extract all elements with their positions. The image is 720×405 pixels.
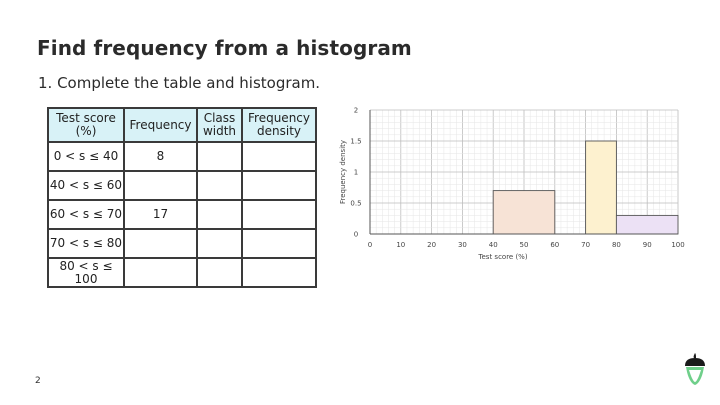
score-cell: 70 < s ≤ 80 [48, 229, 124, 258]
frequency-density-cell[interactable] [242, 258, 316, 287]
x-tick-label: 50 [519, 241, 529, 249]
frequency-cell[interactable] [124, 171, 197, 200]
class-width-cell[interactable] [197, 200, 242, 229]
acorn-logo-icon [683, 352, 707, 386]
x-tick-label: 40 [488, 241, 498, 249]
x-tick-label: 90 [642, 241, 652, 249]
instruction-text: 1. Complete the table and histogram. [38, 74, 321, 92]
frequency-density-cell[interactable] [242, 142, 316, 171]
class-width-cell[interactable] [197, 229, 242, 258]
y-axis-label: Frequency density [339, 139, 347, 205]
table-row [48, 229, 316, 258]
frequency-density-cell[interactable] [242, 171, 316, 200]
table-row [48, 171, 316, 200]
header-frequency [124, 108, 197, 142]
header-class-width-label: Class width [202, 111, 237, 138]
x-axis-label: Test score (%) [478, 253, 528, 261]
histogram-bar [493, 191, 555, 234]
x-tick-label: 20 [427, 241, 437, 249]
header-test-score-label: Test score (%) [56, 111, 116, 138]
histogram-bar [616, 215, 678, 234]
score-cell: 0 < s ≤ 40 [48, 142, 124, 171]
x-tick-label: 100 [671, 241, 685, 249]
frequency-cell[interactable]: 8 [124, 142, 197, 171]
y-tick-label: 0 [353, 230, 359, 239]
header-frequency-density [242, 108, 316, 142]
x-tick-label: 0 [367, 241, 373, 249]
class-width-cell[interactable] [197, 171, 242, 200]
x-tick-label: 60 [550, 241, 560, 249]
y-tick-label: 2 [353, 106, 359, 115]
table-header-row [48, 108, 316, 142]
score-cell: 80 < s ≤ 100 [48, 258, 124, 287]
frequency-cell[interactable] [124, 229, 197, 258]
frequency-cell[interactable]: 17 [124, 200, 197, 229]
y-tick-label: 1.5 [350, 137, 362, 146]
class-width-cell[interactable] [197, 258, 242, 287]
histogram-chart [337, 102, 687, 262]
header-frequency-label: Frequency [129, 117, 192, 132]
frequency-density-cell[interactable] [242, 200, 316, 229]
table-row [48, 142, 316, 171]
x-tick-label: 10 [396, 241, 406, 249]
x-tick-label: 30 [457, 241, 467, 249]
header-frequency-density-label: Frequency density [248, 111, 310, 138]
table-row [48, 258, 316, 287]
frequency-density-cell[interactable] [242, 229, 316, 258]
y-tick-label: 1 [353, 168, 359, 177]
y-tick-label: 0.5 [350, 199, 362, 208]
slide-title: Find frequency from a histogram [37, 36, 412, 60]
score-cell: 60 < s ≤ 70 [48, 200, 124, 229]
x-tick-label: 80 [611, 241, 621, 249]
table-row [48, 200, 316, 229]
x-tick-label: 70 [581, 241, 591, 249]
histogram-bar [586, 141, 617, 234]
frequency-cell[interactable] [124, 258, 197, 287]
header-test-score [48, 108, 124, 142]
page-number: 2 [35, 376, 41, 386]
class-width-cell[interactable] [197, 142, 242, 171]
chart-bars [493, 141, 678, 234]
score-cell: 40 < s ≤ 60 [48, 171, 124, 200]
frequency-table [47, 107, 317, 288]
header-class-width [197, 108, 242, 142]
